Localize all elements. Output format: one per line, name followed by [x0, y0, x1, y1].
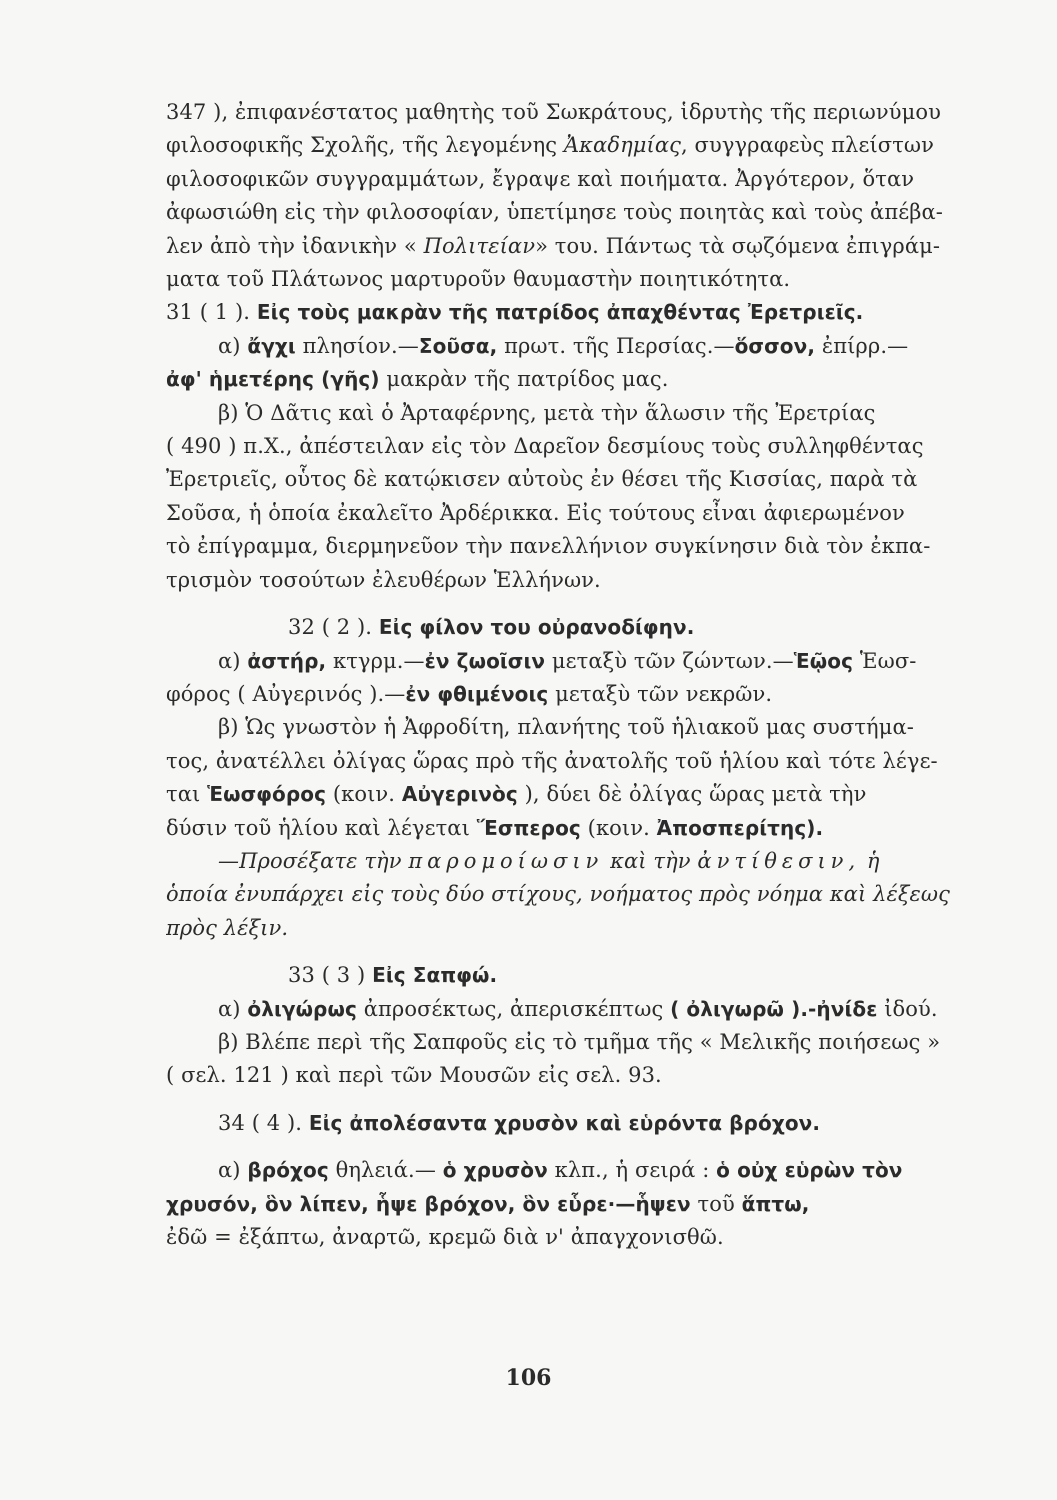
- note-label: α): [218, 333, 248, 358]
- bold-term: Ἑῷος: [793, 648, 854, 673]
- section-title: Εἰς ἀπολέσαντα χρυσὸν καὶ εὑρόντα βρόχον.: [308, 1110, 821, 1135]
- text-span: λεν ἀπὸ τὴν ἰδανικὴν «: [166, 233, 424, 258]
- note-a: [166, 1154, 1015, 1187]
- text-span: ται: [166, 782, 208, 807]
- bold-term: Ἑωσφόρος: [207, 782, 327, 807]
- note-b: β) Ὡς γνωστὸν ἡ Ἀφροδίτη, πλανήτης τοῦ ἡλιακοῦ μας συστήμα-: [218, 715, 914, 740]
- text-span: (κοιν.: [326, 782, 402, 807]
- bold-term: Ἀποσπερίτης).: [656, 815, 824, 840]
- note-b: β) Βλέπε περὶ τῆς Σαπφοῦς εἰς τὸ τμῆμα τῆς « Μελικῆς ποιήσεως »: [218, 1029, 941, 1054]
- section-33: [166, 959, 1015, 1093]
- text-span: ἀπροσέκτως, ἀπερισκέπτως: [356, 996, 671, 1021]
- text-line: ( σελ. 121 ) καὶ περὶ τῶν Μουσῶν εἰς σελ. 93.: [166, 1063, 662, 1088]
- text-line: [166, 363, 1015, 396]
- spacer: [166, 1093, 1015, 1107]
- text-line: ἐδῶ = ἐξάπτω, ἀναρτῶ, κρεμῶ διὰ ν' ἀπαγχονισθῶ.: [166, 1225, 724, 1249]
- section-31: [166, 296, 1015, 597]
- text-line: [166, 230, 1015, 263]
- text-line: [166, 129, 1015, 162]
- text-line: τὸ ἐπίγραμμα, διερμηνεῦον τὴν πανελλήνιον συγκίνησιν διὰ τὸν ἐκπα-: [166, 534, 931, 559]
- text-span: ἐπίρρ.—: [815, 333, 909, 358]
- italic-term: Ἀκαδημίας: [563, 133, 681, 158]
- text-line: πρὸς λέξιν.: [166, 915, 289, 940]
- bold-term: ( ὀλιγωρῶ ).-ἠνίδε: [670, 996, 878, 1021]
- text-line: φιλοσοφικῶν συγγραμμάτων, ἔγραψε καὶ ποιήματα. Ἀργότερον, ὅταν: [166, 166, 915, 191]
- section-heading: [166, 959, 1015, 992]
- section-number: 32 ( 2 ).: [288, 615, 379, 640]
- section-title: Εἰς Σαπφώ.: [372, 963, 498, 988]
- spaced-term: ἀντίθεσιν,: [697, 848, 861, 873]
- bold-term: ὁ χρυσὸν: [442, 1158, 548, 1183]
- text-line: ἀφωσιώθη εἰς τὴν φιλοσοφίαν, ὑπετίμησε τοὺς ποιητὰς καὶ τοὺς ἀπέβα-: [166, 200, 943, 225]
- bold-term: ἐν φθιμένοις: [405, 681, 549, 706]
- text-span: κλπ., ἡ σειρά :: [547, 1158, 717, 1183]
- text-line: τος, ἀνατέλλει ὀλίγας ὥρας πρὸ τῆς ἀνατολῆς τοῦ ἡλίου καὶ τότε λέγε-: [166, 748, 938, 773]
- text-line: ( 490 ) π.Χ., ἀπέστειλαν εἰς τὸν Δαρεῖον δεσμίους τοὺς συλληφθέντας: [166, 434, 924, 459]
- text-span: τοῦ: [690, 1191, 742, 1216]
- text-line: ματα τοῦ Πλάτωνος μαρτυροῦν θαυμαστὴν ποιητικότητα.: [166, 267, 791, 292]
- text-span: » του. Πάντως τὰ σῳζόμενα ἐπιγράμ-: [535, 233, 941, 258]
- note-c: [166, 845, 1015, 878]
- spacer: [166, 597, 1015, 611]
- text-span: , συγγραφεὺς πλείστων: [680, 133, 935, 158]
- note-label: α): [218, 996, 248, 1021]
- bold-term: χρυσόν, ὃν λίπεν, ἧψε βρόχον, ὃν εὗρε·—ἧψεν: [166, 1191, 691, 1216]
- bold-term: Ἕσπερος: [476, 815, 581, 840]
- bold-term: ἀφ' ἡμετέρης (γῆς): [166, 367, 380, 392]
- text-line: Σοῦσα, ἡ ὁποία ἐκαλεῖτο Ἀρδέρικκα. Εἰς τούτους εἶναι ἀφιερωμένον: [166, 500, 905, 525]
- note-b: β) Ὁ Δᾶτις καὶ ὁ Ἀρταφέρνης, μετὰ τὴν ἅλωσιν τῆς Ἐρετρίας: [218, 400, 876, 425]
- bold-term: ὅσσον,: [734, 333, 816, 358]
- text-line: [166, 812, 1015, 845]
- text-line: Ἐρετριεῖς, οὗτος δὲ κατῴκισεν αὐτοὺς ἐν θέσει τῆς Κισσίας, παρὰ τὰ: [166, 467, 918, 492]
- text-span: πλησίον.—: [295, 333, 419, 358]
- section-heading: [166, 296, 1015, 329]
- spacer: [166, 1140, 1015, 1154]
- section-34: [166, 1107, 1015, 1255]
- note-label: α): [218, 648, 248, 673]
- text-span: —Προσέξατε τὴν: [218, 848, 409, 873]
- text-span: μεταξὺ τῶν ζώντων.—: [545, 648, 794, 673]
- text-span: θηλειά.—: [328, 1158, 443, 1183]
- text-span: δύσιν τοῦ ἡλίου καὶ λέγεται: [166, 815, 477, 840]
- spacer: [166, 945, 1015, 959]
- spaced-term: παρομοίωσιν: [408, 848, 604, 873]
- section-title: Εἰς φίλον του οὐρανοδίφην.: [378, 615, 695, 640]
- text-span: Ἑωσ-: [853, 648, 917, 673]
- section-heading: [166, 1107, 1015, 1140]
- section-32: [166, 611, 1015, 945]
- bold-term: βρόχος: [247, 1158, 329, 1183]
- italic-term: Πολιτείαν: [423, 233, 536, 258]
- text-span: (κοιν.: [580, 815, 657, 840]
- text-span: καὶ τὴν: [603, 848, 698, 873]
- text-line: [166, 1188, 1015, 1221]
- note-a: [166, 993, 1015, 1026]
- bold-term: ἄγχι: [247, 333, 296, 358]
- section-title: Εἰς τοὺς μακρὰν τῆς πατρίδος ἀπαχθέντας Ἐρετριεῖς.: [256, 300, 864, 325]
- text-span: ἰδού.: [877, 996, 938, 1021]
- bold-term: ἅπτω,: [741, 1191, 810, 1216]
- bold-term: Σοῦσα,: [418, 333, 498, 358]
- text-span: φόρος ( Αὐγερινός ).—: [166, 681, 406, 706]
- text-line: [166, 678, 1015, 711]
- text-span: πρωτ. τῆς Περσίας.—: [497, 333, 735, 358]
- bold-term: ἀστήρ,: [247, 648, 327, 673]
- section-number: 34 ( 4 ).: [218, 1110, 309, 1135]
- text-span: ), δύει δὲ ὀλίγας ὥρας μετὰ τὴν: [517, 782, 867, 807]
- text-line: 347 ), ἐπιφανέστατος μαθητὴς τοῦ Σωκράτους, ἱδρυτὴς τῆς περιωνύμου: [166, 100, 941, 124]
- page-number: 106: [505, 1365, 552, 1391]
- intro-paragraph: [166, 96, 1015, 296]
- text-line: τρισμὸν τοσούτων ἐλευθέρων Ἑλλήνων.: [166, 567, 601, 592]
- text-line: [166, 778, 1015, 811]
- bold-term: ὁ οὐχ εὑρὼν τὸν: [716, 1158, 903, 1183]
- text-span: κτγρμ.—: [326, 648, 425, 673]
- text-span: μακρὰν τῆς πατρίδος μας.: [379, 367, 669, 392]
- text-span: φιλοσοφικῆς Σχολῆς, τῆς λεγομένης: [166, 133, 564, 158]
- bold-term: ἐν ζωοῖσιν: [424, 648, 546, 673]
- section-number: 31 ( 1 ).: [166, 300, 257, 325]
- section-number: 33 ( 3 ): [288, 963, 373, 988]
- bold-term: ὀλιγώρως: [247, 996, 357, 1021]
- text-span: ἡ: [860, 848, 880, 873]
- note-a: [166, 645, 1015, 678]
- section-heading: [166, 611, 1015, 644]
- text-span: μεταξὺ τῶν νεκρῶν.: [548, 681, 773, 706]
- note-a: [166, 330, 1015, 363]
- text-line: ὁποία ἐνυπάρχει εἰς τοὺς δύο στίχους, νοήματος πρὸς νόημα καὶ λέξεως: [166, 882, 950, 907]
- note-label: α): [218, 1158, 248, 1183]
- bold-term: Αὐγερινὸς: [401, 782, 518, 807]
